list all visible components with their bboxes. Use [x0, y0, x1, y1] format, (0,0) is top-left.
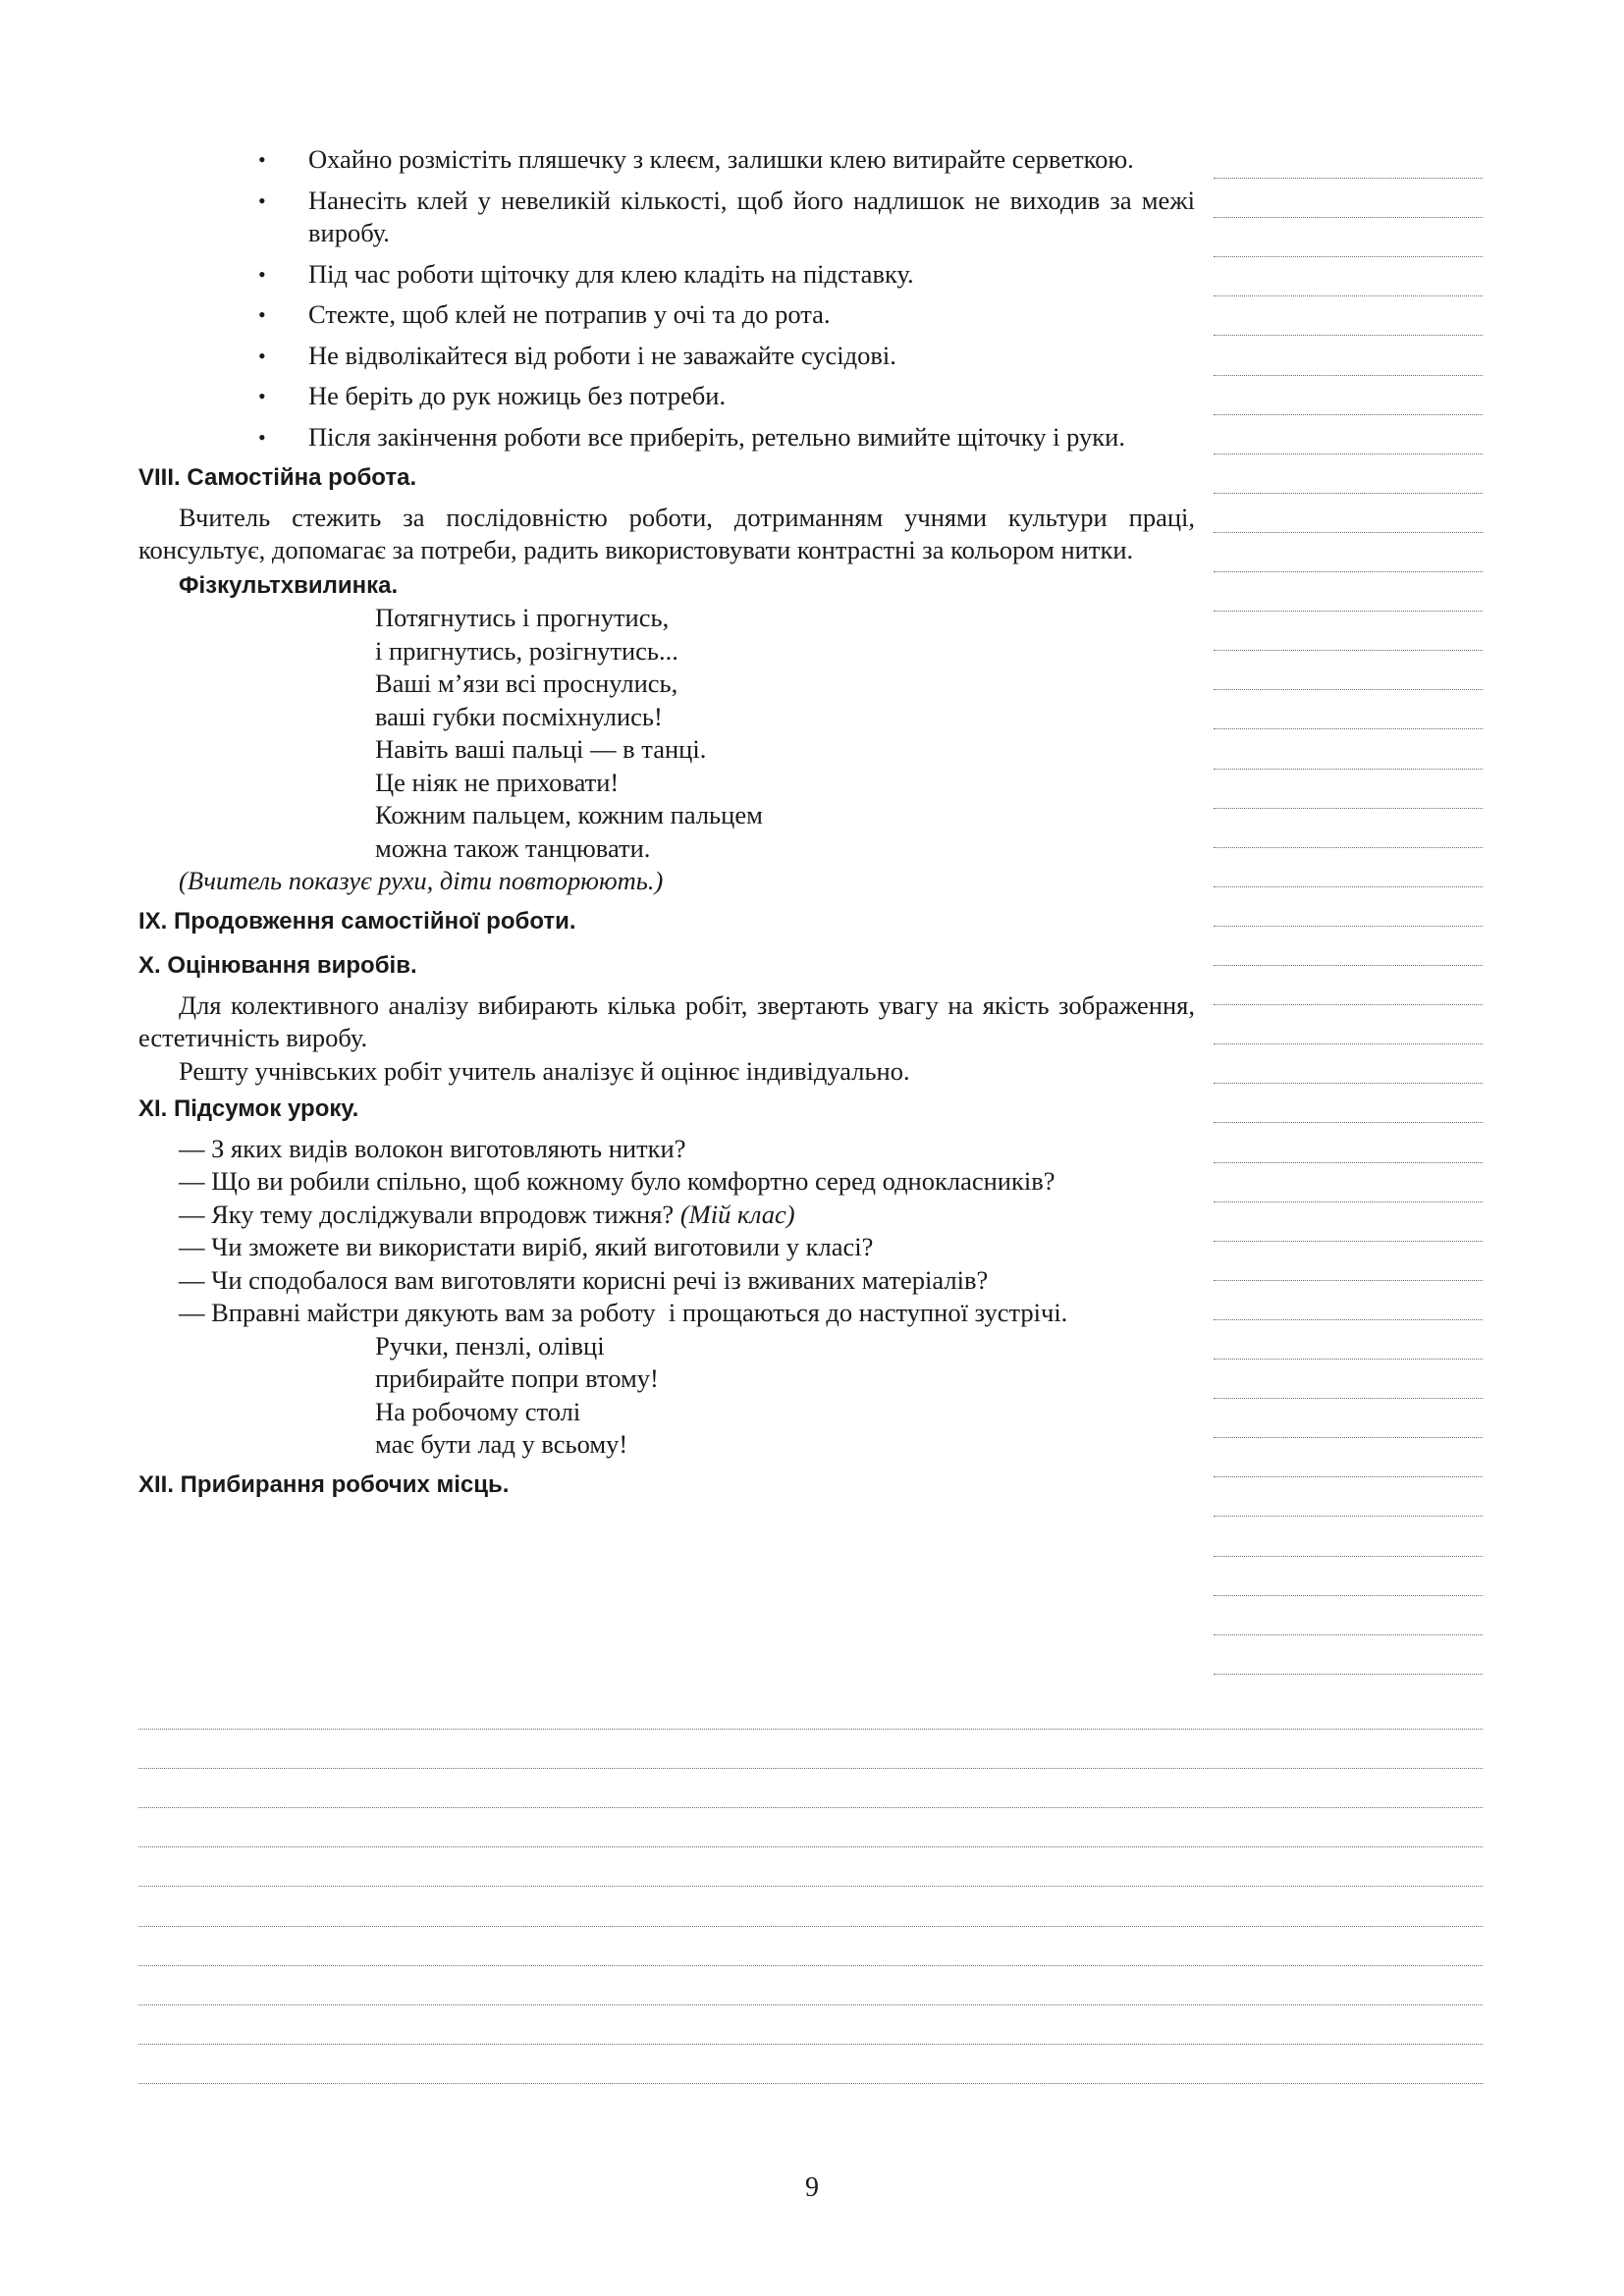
bullet-icon: • — [258, 302, 266, 327]
verse-line: можна також танцювати. — [375, 832, 651, 863]
verse-line: Навіть ваші пальці — в танці. — [375, 734, 707, 764]
bullet-icon: • — [258, 261, 266, 287]
question-line: — Що ви робили спільно, щоб кожному було комфортно серед однокласників? — [179, 1166, 1056, 1196]
question-text: — Яку тему досліджували впродовж тижня? — [179, 1199, 675, 1229]
writing-line — [138, 2004, 1483, 2005]
section-paragraph: Решту учнівських робіт учитель аналізує й оцінює індивідуально. — [179, 1055, 910, 1086]
question-line: — З яких видів волокон виготовляють нитки? — [179, 1133, 686, 1163]
list-item — [138, 185, 1195, 250]
list-item — [138, 258, 1195, 292]
section-paragraph: Для колективного аналізу вибирають кілька робіт, звертають увагу на якість зображення, естетичність виробу. — [138, 989, 1195, 1052]
writing-line — [138, 2044, 1483, 2045]
section-heading-continued-work: IX. Продовження самостійної роботи. — [138, 907, 576, 934]
list-item-text: Охайно розмістіть пляшечку з клеєм, залишки клею витирайте серветкою. — [308, 144, 1134, 174]
verse-line: Ваші м’язи всі проснулись, — [375, 668, 678, 698]
section-heading-independent-work: VIII. Самостійна робота. — [138, 464, 417, 491]
writing-line — [138, 1846, 1483, 1847]
section-heading-lesson-summary: XI. Підсумок уроку. — [138, 1095, 359, 1122]
list-item — [138, 421, 1195, 454]
question-line — [138, 1199, 1195, 1232]
verse-line: Ручки, пензлі, олівці — [375, 1330, 605, 1361]
writing-line — [138, 2083, 1483, 2084]
closing-verse — [138, 1330, 1195, 1462]
list-item — [138, 380, 1195, 413]
page-number: 9 — [805, 2172, 819, 2203]
writing-line — [138, 1926, 1483, 1927]
section-paragraph: Вчитель стежить за послідовністю роботи, дотриманням учнями культури праці, консультує, допомагає за потреби, радить використовувати контрастні за кольором нитки. — [138, 502, 1195, 564]
safety-rules-list — [138, 143, 1195, 454]
writing-line — [138, 1729, 1483, 1730]
verse-line: і пригнутись, розігнутись... — [375, 635, 678, 666]
stage-direction-note: (Вчитель показує рухи, діти повторюють.) — [179, 866, 664, 895]
writing-line — [138, 1807, 1483, 1808]
list-item-text: Стежте, щоб клей не потрапив у очі та до рота. — [308, 299, 831, 329]
bullet-icon: • — [258, 424, 266, 450]
verse-line: має бути лад у всьому! — [375, 1429, 628, 1459]
list-item-text: Не беріть до рук ножиць без потреби. — [308, 381, 727, 410]
bullet-icon: • — [258, 384, 266, 408]
verse-line: ваші губки посміхнулись! — [375, 701, 663, 731]
section-heading-cleanup: XII. Прибирання робочих місць. — [138, 1470, 510, 1498]
verse-line: Кожним пальцем, кожним пальцем — [375, 800, 763, 829]
writing-line — [138, 1886, 1483, 1887]
bullet-icon: • — [258, 187, 266, 213]
writing-line — [138, 1965, 1483, 1966]
verse-line: Потягнутись і прогнутись, — [375, 603, 670, 632]
question-line: — Чи сподобалося вам виготовляти корисні речі із вживаних матеріалів? — [179, 1264, 989, 1295]
list-item-text: Нанесіть клей у невеликій кількості, щоб його надлишок не виходив за межі виробу. — [308, 185, 1195, 247]
bullet-icon: • — [258, 343, 266, 368]
writing-line — [138, 1768, 1483, 1769]
verse-line: Це ніяк не приховати! — [375, 767, 620, 797]
list-item-text: Після закінчення роботи все приберіть, ретельно вимийте щіточку і руки. — [308, 421, 1125, 452]
question-line: — Чи зможете ви використати виріб, який виготовили у класі? — [179, 1232, 874, 1261]
question-answer: (Мій клас) — [679, 1199, 795, 1229]
main-text — [138, 143, 1195, 1501]
list-item — [138, 298, 1195, 332]
list-item — [138, 143, 1195, 177]
list-item-text: Під час роботи щіточку для клею кладіть на підставку. — [308, 258, 914, 289]
verse-line: прибирайте попри втому! — [375, 1363, 659, 1393]
bullet-icon: • — [258, 147, 266, 172]
section-heading-evaluation: X. Оцінювання виробів. — [138, 952, 417, 979]
list-item — [138, 340, 1195, 373]
question-line: — Вправні майстри дякують вам за роботу і прощаються до наступної зустрічі. — [179, 1298, 1068, 1327]
list-item-text: Не відволікайтеся від роботи і не заважайте сусідові. — [308, 340, 896, 370]
verse-line: На робочому столі — [375, 1396, 581, 1426]
exercise-verse — [138, 602, 1195, 865]
subheading-exercise-break: Фізкультхвилинка. — [179, 571, 399, 599]
